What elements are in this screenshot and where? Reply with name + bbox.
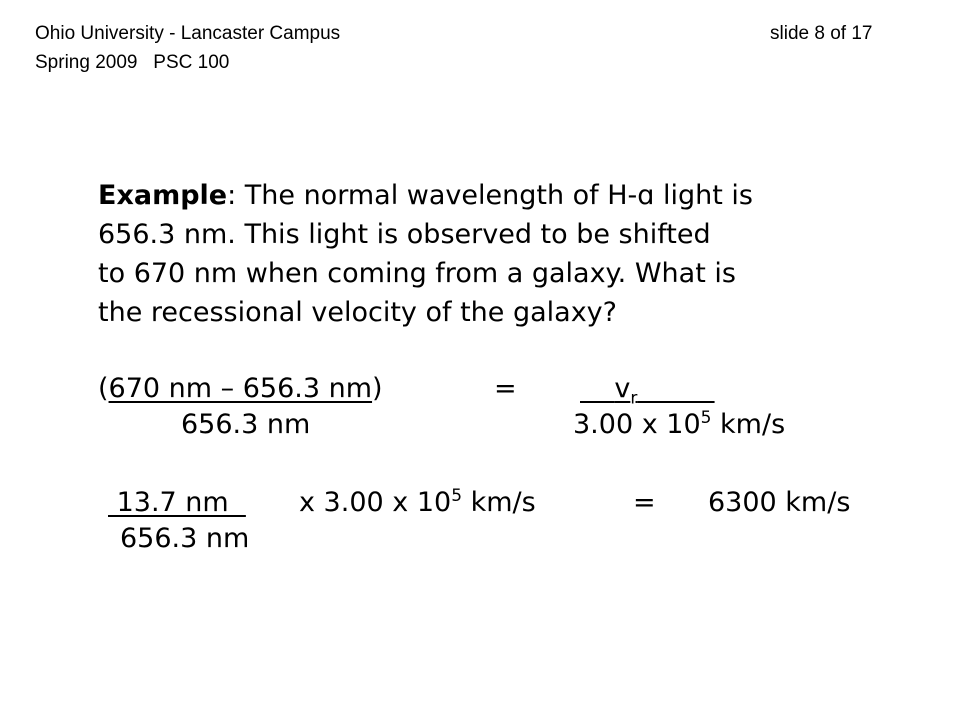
campus-header: Ohio University - Lancaster Campus <box>35 23 341 44</box>
problem-line-3: to 670 nm when coming from a galaxy. What is <box>98 258 736 289</box>
course-header: Spring 2009 PSC 100 <box>35 52 230 73</box>
multiplier-exponent: 5 <box>451 486 463 506</box>
recessional-velocity-symbol <box>580 373 715 409</box>
speed-of-light-exponent: 5 <box>700 408 712 428</box>
multiplier-unit: km/s <box>462 487 536 518</box>
problem-line-2: 656.3 nm. This light is observed to be shifted <box>98 219 711 250</box>
equation2-multiplier <box>299 487 536 519</box>
velocity-result: 6300 km/s <box>708 487 851 518</box>
problem-line-1 <box>98 176 928 215</box>
rhs-pad-right <box>637 373 714 404</box>
speed-of-light-prefix: 3.00 x 10 <box>573 409 701 440</box>
speed-of-light <box>573 409 785 441</box>
equation2-equals: = <box>633 487 656 518</box>
close-paren: ) <box>372 373 383 404</box>
equation2-denominator: 656.3 nm <box>120 523 250 554</box>
problem-statement <box>98 176 928 332</box>
velocity-variable: v <box>614 373 631 404</box>
example-label: Example <box>98 180 228 211</box>
equation1-numerator <box>98 373 383 405</box>
slide-counter: slide 8 of 17 <box>770 23 873 44</box>
equation2-numerator: 13.7 nm <box>108 487 246 518</box>
velocity-subscript: r <box>630 388 638 409</box>
speed-of-light-unit: km/s <box>711 409 786 440</box>
equation1-equals: = <box>494 373 517 404</box>
equation1-denominator: 656.3 nm <box>181 409 311 440</box>
rhs-pad-left <box>580 373 614 404</box>
multiplier-prefix: x 3.00 x 10 <box>299 487 452 518</box>
wavelength-difference: 670 nm – 656.3 nm <box>108 373 373 404</box>
open-paren: ( <box>98 373 109 404</box>
problem-line-4: the recessional velocity of the galaxy? <box>98 297 617 328</box>
problem-line-1-text: : The normal wavelength of H-ɑ light is <box>227 180 754 211</box>
